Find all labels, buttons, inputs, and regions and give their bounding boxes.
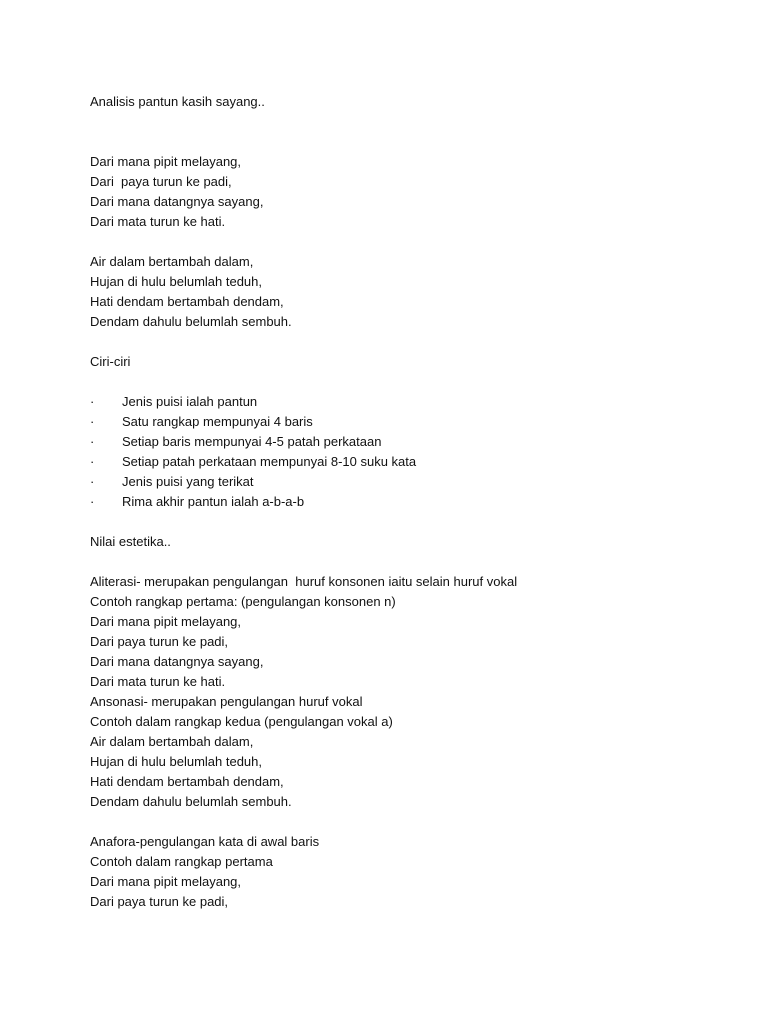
text-line: Dari mana pipit melayang, bbox=[90, 614, 242, 629]
list-item-text: Jenis puisi ialah pantun bbox=[122, 394, 258, 409]
stanza-line: Hati dendam bertambah dendam, bbox=[90, 294, 284, 309]
anafora-section bbox=[90, 832, 730, 912]
list-item bbox=[90, 452, 730, 472]
list-item bbox=[90, 412, 730, 432]
stanza-line: Dari paya turun ke padi, bbox=[90, 174, 232, 189]
text-line: Anafora-pengulangan kata di awal baris bbox=[90, 834, 320, 849]
nilai-heading: Nilai estetika.. bbox=[90, 534, 171, 549]
bullet-icon: · bbox=[90, 454, 95, 469]
list-item bbox=[90, 492, 730, 512]
ciri-list bbox=[90, 392, 730, 512]
text-line: Dendam dahulu belumlah sembuh. bbox=[90, 794, 292, 809]
text-line: Hati dendam bertambah dendam, bbox=[90, 774, 284, 789]
spacer bbox=[90, 512, 730, 532]
list-item-text: Setiap patah perkataan mempunyai 8-10 suku kata bbox=[122, 454, 417, 469]
text-line: Dari mana datangnya sayang, bbox=[90, 654, 264, 669]
stanza-line: Dari mana pipit melayang, bbox=[90, 154, 242, 169]
spacer bbox=[90, 812, 730, 832]
text-line: Aliterasi- merupakan pengulangan huruf konsonen iaitu selain huruf vokal bbox=[90, 574, 518, 589]
bullet-icon: · bbox=[90, 414, 95, 429]
text-line: Air dalam bertambah dalam, bbox=[90, 734, 254, 749]
list-item bbox=[90, 392, 730, 412]
text-line: Hujan di hulu belumlah teduh, bbox=[90, 754, 263, 769]
stanza-1 bbox=[90, 152, 730, 232]
ciri-heading: Ciri-ciri bbox=[90, 354, 131, 369]
spacer bbox=[90, 332, 730, 352]
list-item-text: Setiap baris mempunyai 4-5 patah perkataan bbox=[122, 434, 382, 449]
stanza-line: Dari mana datangnya sayang, bbox=[90, 194, 264, 209]
bullet-icon: · bbox=[90, 474, 95, 489]
text-line: Contoh dalam rangkap kedua (pengulangan vokal a) bbox=[90, 714, 393, 729]
text-line: Dari mana pipit melayang, bbox=[90, 874, 242, 889]
text-line: Dari paya turun ke padi, bbox=[90, 634, 229, 649]
list-item-text: Jenis puisi yang terikat bbox=[122, 474, 254, 489]
document-title: Analisis pantun kasih sayang.. bbox=[90, 94, 265, 109]
stanza-line: Dari mata turun ke hati. bbox=[90, 214, 226, 229]
text-line: Dari mata turun ke hati. bbox=[90, 674, 226, 689]
bullet-icon: · bbox=[90, 434, 95, 449]
stanza-line: Dendam dahulu belumlah sembuh. bbox=[90, 314, 292, 329]
spacer bbox=[90, 552, 730, 572]
text-line: Contoh rangkap pertama: (pengulangan konsonen n) bbox=[90, 594, 396, 609]
text-line: Contoh dalam rangkap pertama bbox=[90, 854, 273, 869]
text-line: Ansonasi- merupakan pengulangan huruf vokal bbox=[90, 694, 363, 709]
spacer bbox=[90, 372, 730, 392]
list-item-text: Satu rangkap mempunyai 4 baris bbox=[122, 414, 313, 429]
stanza-line: Hujan di hulu belumlah teduh, bbox=[90, 274, 263, 289]
spacer bbox=[90, 232, 730, 252]
bullet-icon: · bbox=[90, 394, 95, 409]
list-item-text: Rima akhir pantun ialah a-b-a-b bbox=[122, 494, 305, 509]
document-page bbox=[90, 92, 730, 912]
list-item bbox=[90, 472, 730, 492]
list-item bbox=[90, 432, 730, 452]
text-line: Dari paya turun ke padi, bbox=[90, 894, 229, 909]
bullet-icon: · bbox=[90, 494, 95, 509]
spacer bbox=[90, 112, 730, 152]
stanza-2 bbox=[90, 252, 730, 332]
stanza-line: Air dalam bertambah dalam, bbox=[90, 254, 254, 269]
aliterasi-section bbox=[90, 572, 730, 812]
